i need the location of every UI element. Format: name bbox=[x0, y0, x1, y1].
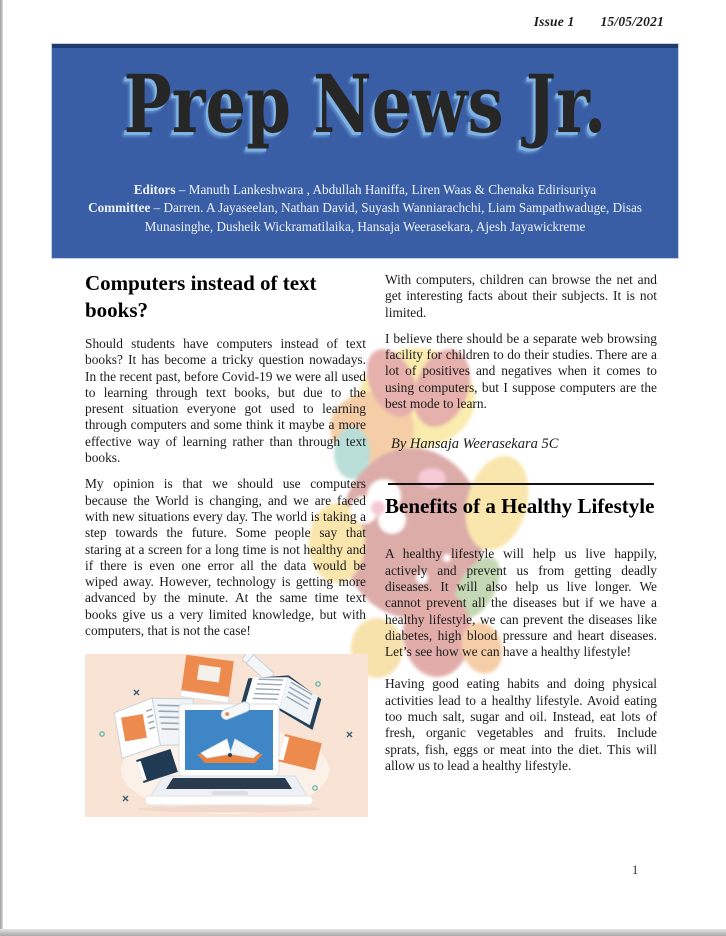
article-title-computers: Computers instead of text books? bbox=[85, 271, 317, 322]
health-paragraph-2: Having good eating habits and doing physical activities lead to a healthy lifestyle. Avoid eating too much salt, sugar and oil. Instead, eat lots of fresh, organic vegetables and fruits. Include sprats, fish, eggs or meat into the diet. This will allow us to lead a healthy lifestyle. bbox=[385, 676, 657, 773]
page-edge-left bbox=[0, 0, 3, 936]
committee-label: Committee bbox=[88, 200, 151, 215]
editors-names: – Manuth Lankeshwara , Abdullah Haniffa, Liren Waas & Chenaka Edirisuriya bbox=[175, 181, 597, 197]
left-column bbox=[85, 270, 366, 817]
computers-paragraph-3: With computers, children can browse the net and get interesting facts about their subjects. It is not limited. bbox=[385, 272, 657, 320]
article-title-health: Benefits of a Healthy Lifestyle bbox=[385, 494, 655, 519]
health-paragraph-1: A healthy lifestyle will help us live happily, actively and prevent us from getting deadly diseases. It will also help us live longer. We cannot prevent all the diseases but if we have a healthy lifestyle, we can prevent the diseases like diabetes, high blood pressure and heart diseases. Let’s see how we can have a healthy lifestyle! bbox=[385, 546, 657, 660]
committee-line bbox=[86, 199, 644, 236]
computers-paragraph-4: I believe there should be a separate web browsing facility for children to do their studies. There are a lot of positives and negatives when it comes to using computers, but I suppose computers are the best mode to learn. bbox=[385, 330, 657, 412]
editors-line bbox=[86, 181, 644, 200]
editors-label: Editors bbox=[133, 181, 176, 197]
page-number: 1 bbox=[632, 863, 639, 877]
computers-paragraph-2: My opinion is that we should use computers because the World is changing, and we are faced with new situations every day. The world is taking a step towards the future. Some people say that staring at a screen for a long time is not healthy and if there is even one error all the data would be wiped away. However, technology is getting more advanced by the minute. At the same time text books give us a very limited knowledge, but with computers, that is not the case! bbox=[85, 476, 366, 639]
page-edge-bottom bbox=[0, 929, 726, 936]
banner-credits bbox=[52, 181, 678, 237]
newsletter-banner bbox=[52, 44, 678, 258]
article-byline: By Hansaja Weerasekara 5C bbox=[391, 436, 559, 453]
issue-label: Issue 1 bbox=[533, 14, 575, 29]
newsletter-title: Prep News Jr. bbox=[123, 57, 607, 151]
masthead bbox=[534, 14, 664, 30]
committee-names: – Darren. A Jayaseelan, Nathan David, Suyash Wanniarachchi, Liam Sampathwaduge, Disas Munasinghe, Dusheik Wickramatilaika, Hansaja Weerasekara, Ajesh Jayawickreme bbox=[144, 200, 642, 234]
issue-date: 15/05/2021 bbox=[600, 14, 664, 29]
computers-paragraph-1: Should students have computers instead of text books? It has become a tricky question nowadays. In the recent past, before Covid-19 we were all used to learning through text books, but due to the present situation everyone got used to learning through computers and some think it maybe a more effective way of learning rather than through text books. bbox=[85, 336, 366, 466]
section-divider bbox=[388, 483, 654, 485]
orange-book-top-icon bbox=[180, 655, 233, 703]
laptop-books-illustration bbox=[85, 654, 368, 817]
right-column bbox=[385, 272, 657, 784]
